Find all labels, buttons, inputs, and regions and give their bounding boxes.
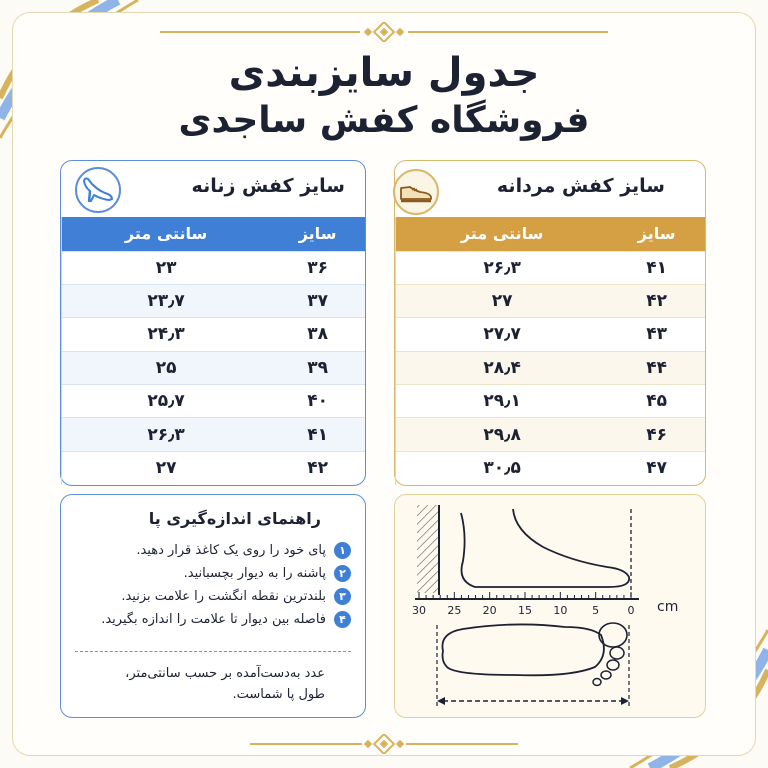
- table-row: [62, 284, 366, 317]
- top-foot-outline: [442, 624, 603, 675]
- ruler-tick-label: 25: [447, 604, 462, 617]
- table-row: [62, 385, 366, 418]
- size-cell: ۴۷: [608, 451, 705, 484]
- women-size-table: [61, 217, 365, 485]
- size-column-header: سایز: [608, 217, 705, 251]
- size-cell: ۴۳: [608, 318, 705, 351]
- step-number-badge: ۲: [334, 565, 351, 582]
- note-line: طول پا شماست.: [232, 687, 325, 702]
- size-cell: ۳۹: [270, 351, 365, 384]
- cm-cell: ۲۹٫۱: [396, 385, 609, 418]
- step-text: پای خود را روی یک کاغذ قرار دهید.: [136, 543, 326, 558]
- note-line: عدد به‌دست‌آمده بر حسب سانتی‌متر،: [125, 666, 325, 681]
- size-cell: ۳۶: [270, 251, 365, 284]
- cm-cell: ۲۷: [396, 284, 609, 317]
- step-number-badge: ۱: [334, 542, 351, 559]
- size-cell: ۳۸: [270, 318, 365, 351]
- table-row: [396, 418, 706, 451]
- table-row: [396, 385, 706, 418]
- size-cell: ۳۷: [270, 284, 365, 317]
- arrow-head-right: [621, 697, 629, 705]
- top-ornament: [0, 22, 768, 42]
- size-cell: ۴۴: [608, 351, 705, 384]
- step-text: پاشنه را به دیوار بچسبانید.: [183, 566, 326, 581]
- table-row: [396, 318, 706, 351]
- wall-hatch: [417, 505, 439, 593]
- ruler-labels: [412, 604, 635, 617]
- list-item: [71, 585, 351, 608]
- size-cell: ۴۲: [270, 451, 365, 484]
- page-title: جدول سایزبندی: [228, 50, 540, 96]
- table-row: [62, 351, 366, 384]
- men-card-header: [395, 161, 705, 217]
- cm-cell: ۲۳٫۷: [62, 284, 271, 317]
- ruler-unit-label: cm: [657, 599, 679, 615]
- guide-note: [95, 663, 325, 705]
- size-cell: ۴۰: [270, 385, 365, 418]
- cm-cell: ۲۵: [62, 351, 271, 384]
- toe: [593, 679, 601, 686]
- foot-illustration: [395, 495, 707, 719]
- men-size-card: [394, 160, 706, 486]
- list-item: [71, 562, 351, 585]
- cm-cell: ۲۳: [62, 251, 271, 284]
- size-cell: ۴۱: [608, 251, 705, 284]
- men-size-table: [395, 217, 705, 485]
- page-subtitle: فروشگاه کفش ساجدی: [178, 100, 590, 141]
- guide-title: راهنمای اندازه‌گیری پا: [148, 509, 321, 528]
- cm-cell: ۲۶٫۳: [396, 251, 609, 284]
- table-row: [62, 418, 366, 451]
- table-row: [62, 318, 366, 351]
- cm-cell: ۲۶٫۳: [62, 418, 271, 451]
- list-item: [71, 608, 351, 631]
- ruler-ticks: [419, 592, 631, 599]
- table-row: [62, 451, 366, 484]
- ruler-tick-label: 5: [592, 604, 600, 617]
- men-shoe-icon: [393, 169, 439, 215]
- step-text: فاصله بین دیوار تا علامت را اندازه بگیرید.: [101, 612, 326, 627]
- big-toe: [599, 623, 627, 647]
- cm-cell: ۲۷: [62, 451, 271, 484]
- table-header-row: [396, 217, 706, 251]
- men-card-title: سایز کفش مردانه: [496, 175, 665, 197]
- table-row: [396, 251, 706, 284]
- measurement-guide-card: [60, 494, 366, 718]
- toe: [607, 660, 619, 670]
- women-size-card: [60, 160, 366, 486]
- table-row: [396, 351, 706, 384]
- step-number-badge: ۴: [334, 611, 351, 628]
- ruler-tick-label: 20: [482, 604, 497, 617]
- cm-column-header: سانتی متر: [62, 217, 271, 251]
- ruler-tick-label: 0: [627, 604, 635, 617]
- ruler-tick-label: 30: [412, 604, 426, 617]
- bottom-ornament: [0, 734, 768, 754]
- women-card-header: [61, 161, 365, 217]
- cm-cell: ۲۷٫۷: [396, 318, 609, 351]
- table-header-row: [62, 217, 366, 251]
- size-cell: ۴۱: [270, 418, 365, 451]
- table-row: [396, 284, 706, 317]
- size-cell: ۴۲: [608, 284, 705, 317]
- cm-column-header: سانتی متر: [396, 217, 609, 251]
- list-item: [71, 539, 351, 562]
- size-column-header: سایز: [270, 217, 365, 251]
- ruler-tick-label: 10: [553, 604, 568, 617]
- step-text: بلندترین نقطه انگشت را علامت بزنید.: [121, 589, 326, 604]
- table-row: [62, 251, 366, 284]
- size-cell: ۴۵: [608, 385, 705, 418]
- foot-measurement-figure: [394, 494, 706, 718]
- arrow-head-left: [437, 697, 445, 705]
- guide-steps: [71, 539, 351, 631]
- cm-cell: ۲۵٫۷: [62, 385, 271, 418]
- side-foot-outline: [461, 509, 629, 587]
- size-cell: ۴۶: [608, 418, 705, 451]
- table-row: [396, 451, 706, 484]
- step-number-badge: ۳: [334, 588, 351, 605]
- cm-cell: ۲۴٫۳: [62, 318, 271, 351]
- toe: [610, 647, 624, 659]
- dashed-divider: [75, 651, 351, 652]
- high-heel-icon: [75, 167, 121, 213]
- cm-cell: ۳۰٫۵: [396, 451, 609, 484]
- cm-cell: ۲۸٫۴: [396, 351, 609, 384]
- ruler-tick-label: 15: [518, 604, 532, 617]
- cm-cell: ۲۹٫۸: [396, 418, 609, 451]
- women-card-title: سایز کفش زنانه: [191, 175, 345, 197]
- toe: [601, 671, 611, 679]
